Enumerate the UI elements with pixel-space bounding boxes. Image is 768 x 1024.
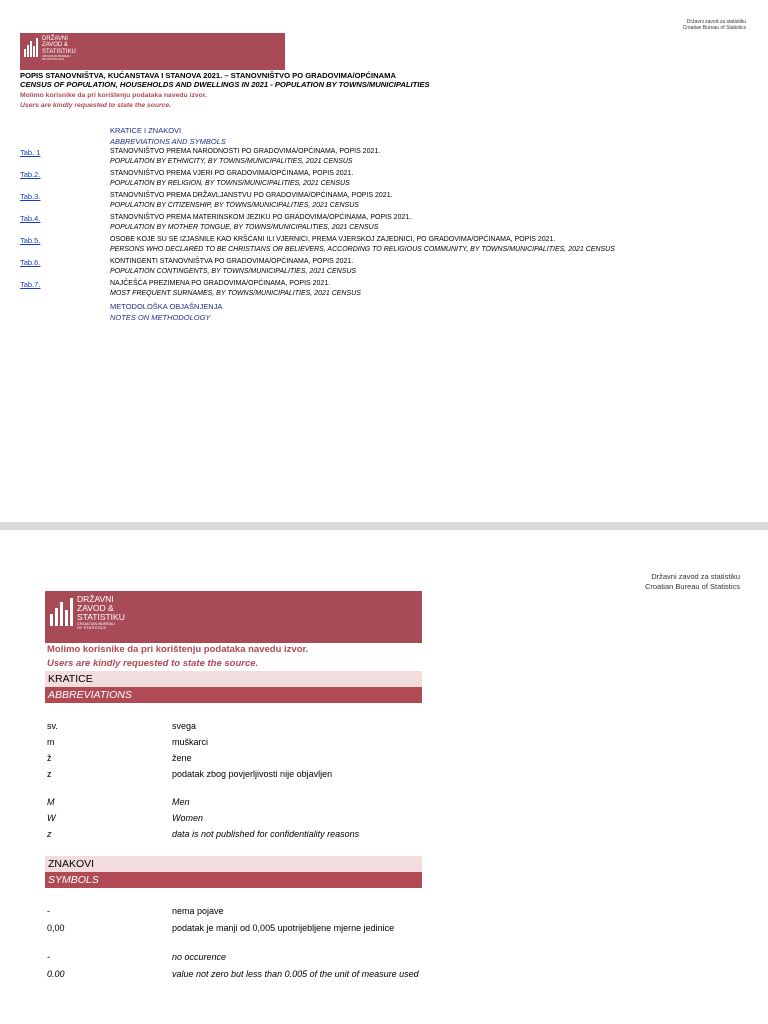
toc-table-title-en: POPULATION BY ETHNICITY, BY TOWNS/MUNICIPALITIES, 2021 CENSUS: [110, 158, 353, 165]
key-term: ž: [47, 753, 52, 763]
publication-title-en: CENSUS OF POPULATION, HOUSEHOLDS AND DWELLINGS IN 2021 - POPULATION BY TOWNS/MUNICIPALITIES: [20, 80, 430, 89]
source-notice-en: Users are kindly requested to state the source.: [20, 102, 172, 109]
toc-abbreviations-hr[interactable]: KRATICE I ZNAKOVI: [110, 126, 182, 135]
toc-table-title-hr: STANOVNIŠTVO PREMA NARODNOSTI PO GRADOVIMA/OPĆINAMA, POPIS 2021.: [110, 148, 381, 155]
logo-text: DRŽAVNI ZAVOD & STATISTIKU CROATIAN BUREAU OF STATISTICS: [42, 36, 76, 62]
toc-table-link[interactable]: Tab.3.: [20, 192, 41, 201]
toc-table-title-hr: NAJČEŠĆA PREZIMENA PO GRADOVIMA/OPĆINAMA, POPIS 2021.: [110, 280, 331, 287]
abbreviations-header-hr: KRATICE: [45, 671, 422, 687]
key-definition: podatak zbog povjerljivosti nije objavljen: [172, 769, 333, 779]
page-2: [0, 530, 768, 1024]
abbreviations-header-en: ABBREVIATIONS: [45, 687, 422, 703]
key-term: z: [47, 769, 52, 779]
toc-table-link[interactable]: Tab.7.: [20, 280, 41, 289]
bar-chart-logo-icon: [50, 598, 74, 626]
toc-abbreviations-en[interactable]: ABBREVIATIONS AND SYMBOLS: [110, 137, 226, 146]
toc-table-title-hr: STANOVNIŠTVO PREMA VJERI PO GRADOVIMA/OPĆINAMA, POPIS 2021.: [110, 170, 354, 177]
dzs-logo: [20, 33, 285, 70]
key-term: W: [47, 813, 56, 823]
key-definition: value not zero but less than 0.005 of the unit of measure used: [172, 969, 419, 979]
key-definition: no occurence: [172, 952, 227, 962]
source-notice-hr: Molimo korisnike da pri korištenju podataka navedu izvor.: [47, 644, 309, 655]
key-definition: data is not published for confidentiality reasons: [172, 829, 360, 839]
org-name-en: Croatian Bureau of Statistics: [682, 25, 746, 31]
toc-table-link[interactable]: Tab. 1: [20, 148, 41, 157]
key-definition: Men: [172, 797, 190, 807]
key-definition: žene: [172, 753, 192, 763]
symbols-header-hr: ZNAKOVI: [45, 856, 422, 872]
org-name-en: Croatian Bureau of Statistics: [644, 582, 740, 591]
key-term: m: [47, 737, 55, 747]
toc-table-link[interactable]: Tab.5.: [20, 236, 41, 245]
key-definition: muškarci: [172, 737, 209, 747]
logo-text: DRŽAVNI ZAVOD & STATISTIKU CROATIAN BUREAU OF STATISTICS: [77, 594, 125, 630]
key-term: -: [47, 952, 50, 962]
key-term: -: [47, 906, 50, 916]
toc-table-title-en: MOST FREQUENT SURNAMES, BY TOWNS/MUNICIPALITIES, 2021 CENSUS: [110, 290, 361, 297]
symbols-header-en: SYMBOLS: [45, 872, 422, 888]
page-separator: [0, 522, 768, 530]
source-notice-en: Users are kindly requested to state the source.: [47, 658, 259, 669]
toc-table-link[interactable]: Tab.6.: [20, 258, 41, 267]
toc-table-title-en: POPULATION BY RELIGION, BY TOWNS/MUNICIPALITIES, 2021 CENSUS: [110, 180, 350, 187]
key-term: 0,00: [47, 923, 65, 933]
key-term: 0.00: [47, 969, 65, 979]
org-name-hr: Državni zavod za statistiku: [686, 19, 746, 25]
key-definition: nema pojave: [172, 906, 224, 916]
dzs-logo: [45, 591, 422, 643]
toc-methodology-hr[interactable]: METODOLOŠKA OBJAŠNJENJA: [110, 302, 223, 311]
bar-chart-logo-icon: [24, 38, 40, 57]
toc-table-link[interactable]: Tab.2.: [20, 170, 41, 179]
toc-table-title-en: POPULATION BY MOTHER TONGUE, BY TOWNS/MUNICIPALITIES, 2021 CENSUS: [110, 224, 379, 231]
toc-table-title-hr: STANOVNIŠTVO PREMA MATERINSKOM JEZIKU PO GRADOVIMA/OPĆINAMA, POPIS 2021.: [110, 214, 412, 221]
toc-table-title-hr: STANOVNIŠTVO PREMA DRŽAVLJANSTVU PO GRADOVIMA/OPĆINAMA, POPIS 2021.: [110, 192, 393, 199]
toc-table-title-en: PERSONS WHO DECLARED TO BE CHRISTIANS OR BELIEVERS, ACCORDING TO RELIGIOUS COMMUNITY, BY TOWNS/MUNICIPALITIES, 2021 CENSUS: [110, 246, 615, 253]
source-notice-hr: Molimo korisnike da pri korištenju podataka navedu izvor.: [20, 92, 207, 99]
publication-title-hr: POPIS STANOVNIŠTVA, KUĆANSTAVA I STANOVA 2021. – STANOVNIŠTVO PO GRADOVIMA/OPĆINAMA: [20, 71, 396, 80]
toc-table-title-hr: OSOBE KOJE SU SE IZJASNILE KAO KRŠĆANI ILI VJERNICI, PREMA VJERSKOJ ZAJEDNICI, PO GRADOVIMA/OPĆINAMA, POPIS 2021.: [110, 236, 556, 243]
key-term: sv.: [47, 721, 58, 731]
toc-table-title-en: POPULATION BY CITIZENSHIP, BY TOWNS/MUNICIPALITIES, 2021 CENSUS: [110, 202, 359, 209]
key-term: M: [47, 797, 55, 807]
org-name-hr: Državni zavod za statistiku: [651, 572, 740, 581]
toc-table-title-hr: KONTINGENTI STANOVNIŠTVA PO GRADOVIMA/OPĆINAMA, POPIS 2021.: [110, 258, 354, 265]
key-definition: podatak je manji od 0,005 upotrijebljene mjerne jedinice: [172, 923, 395, 933]
toc-table-title-en: POPULATION CONTINGENTS, BY TOWNS/MUNICIPALITIES, 2021 CENSUS: [110, 268, 357, 275]
toc-table-link[interactable]: Tab.4.: [20, 214, 41, 223]
key-term: z: [47, 829, 52, 839]
key-definition: svega: [172, 721, 197, 731]
toc-methodology-en[interactable]: NOTES ON METHODOLOGY: [110, 313, 211, 322]
key-definition: Women: [172, 813, 204, 823]
